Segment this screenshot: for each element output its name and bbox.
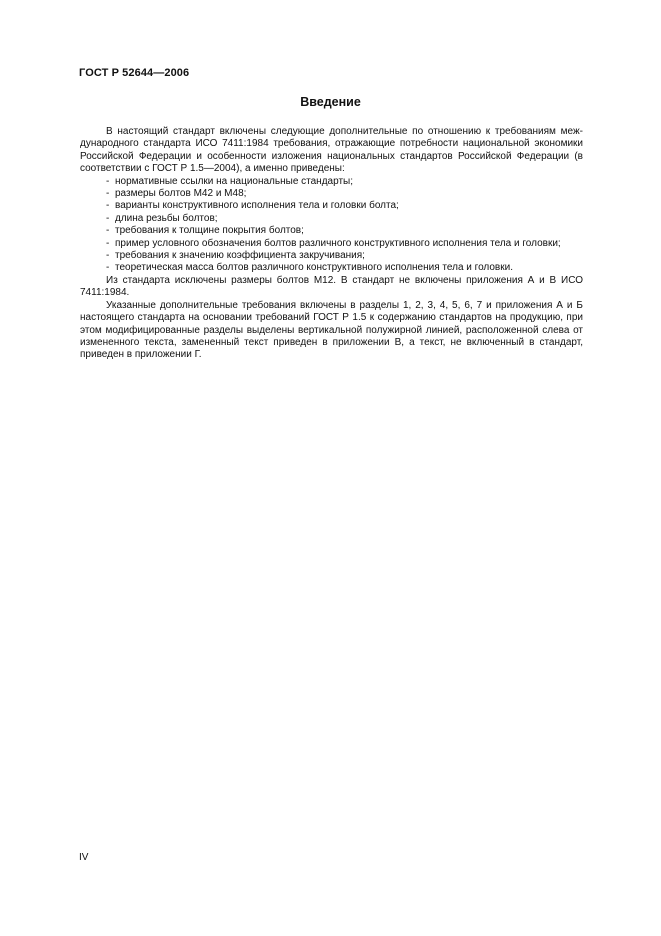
list-marker: - — [106, 212, 110, 224]
list-item-text: требования к толщине покрытия болтов; — [115, 225, 304, 237]
list-item-text: нормативные ссылки на национальные стандарты; — [115, 175, 353, 187]
list-marker: - — [106, 250, 110, 262]
standard-designation: ГОСТ Р 52644—2006 — [79, 67, 190, 79]
section-title: Введение — [300, 95, 361, 109]
document-body — [80, 126, 583, 362]
list-item-text: варианты конструктивного исполнения тела и головки болта; — [115, 200, 399, 212]
list-item — [106, 176, 583, 188]
list-item — [106, 200, 583, 212]
additional-requirements-paragraph: Указанные дополнительные требования включены в разделы 1, 2, 3, 4, 5, 6, 7 и приложения А и Б настоящего стандарта на основании требований ГОСТ Р 1.5 к содержанию стандартов на продукцию, при этом модифицированные разделы выделены вертикальной полужирной линией, расположенной слева от измененного текста, замененный текст приведен в приложении В, а текст, не включенный в стандарт, приведен в приложении Г. — [80, 299, 583, 361]
list-item — [106, 262, 583, 274]
list-item — [106, 250, 583, 262]
excluded-paragraph: Из стандарта исключены размеры болтов М12. В стандарт не включены приложения А и В ИСО 7411:1984. — [80, 274, 583, 299]
list-item — [106, 188, 583, 200]
list-item — [106, 225, 583, 237]
list-item — [106, 213, 583, 225]
page-number: IV — [79, 852, 89, 863]
list-item-text: пример условного обозначения болтов различного конструктивного исполнения тела и головки; — [115, 237, 561, 249]
list-marker: - — [106, 262, 110, 274]
list-marker: - — [106, 175, 110, 187]
list-marker: - — [106, 225, 110, 237]
list-item — [106, 238, 583, 250]
list-item-text: длина резьбы болтов; — [115, 212, 218, 224]
list-item-text: размеры болтов М42 и М48; — [115, 188, 247, 200]
list-item-text: теоретическая масса болтов различного конструктивного исполнения тела и головки. — [115, 262, 513, 274]
list-item-text: требования к значению коэффициента закручивания; — [115, 250, 365, 262]
list-marker: - — [106, 200, 110, 212]
requirements-list — [80, 176, 583, 275]
intro-paragraph: В настоящий стандарт включены следующие дополнительные по отношению к требованиям международного стандарта ИСО 7411:1984 требования, отражающие потребности национальной экономики Российской Федерации и особенности изложения национальных стандартов Российской Федерации (в соответствии с ГОСТ Р 1.5—2004), а именно приведены: — [80, 126, 583, 175]
list-marker: - — [106, 237, 110, 249]
list-marker: - — [106, 188, 110, 200]
